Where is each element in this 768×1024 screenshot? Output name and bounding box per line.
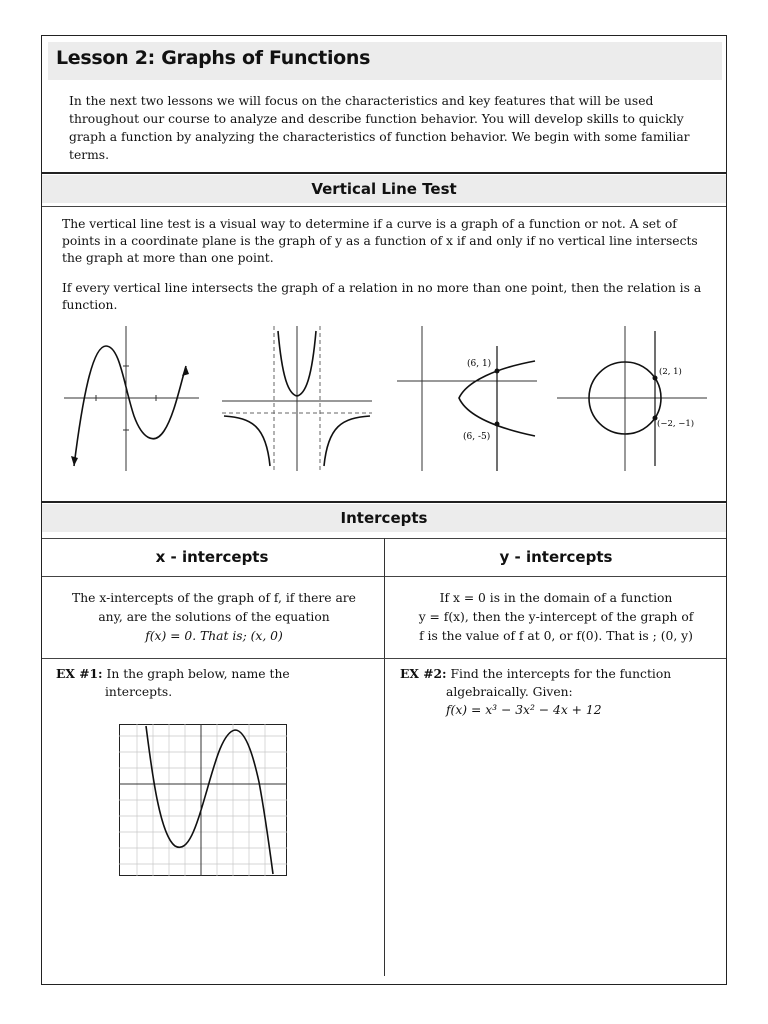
page-title: Lesson 2: Graphs of Functions: [56, 47, 371, 69]
ex2-text: algebraically. Given:: [446, 685, 573, 699]
def-line: f(x) = 0. That is; (x, 0): [145, 629, 283, 643]
def-line: The x-intercepts of the graph of f, if there are: [72, 591, 356, 605]
vlt-paragraph-1: The vertical line test is a visual way to determine if a curve is a graph of a function or not. A set of points in a coordinate plane is the graph of y as a function of x if and only if no vertical line intersects the graph at more than one point.: [62, 217, 698, 265]
graph-circle: [557, 326, 707, 471]
column-divider: [384, 538, 385, 976]
point-label: (−2, −1): [657, 419, 695, 429]
section-heading-intercepts: Intercepts: [42, 504, 726, 532]
def-line: y = f(x), then the y-intercept of the graph of: [418, 610, 694, 624]
section-heading-vertical-line-test: Vertical Line Test: [42, 175, 726, 203]
x-intercept-definition: [54, 589, 374, 646]
ex1-label: EX #1:: [56, 666, 103, 681]
y-intercepts-heading: y - intercepts: [499, 548, 613, 566]
x-intercepts-heading: x - intercepts: [155, 548, 269, 566]
point-label: (2, 1): [659, 367, 682, 377]
y-intercept-definition: [396, 589, 716, 646]
example-1: [56, 665, 376, 701]
ex1-graph: [119, 724, 287, 876]
ex1-text: In the graph below, name the: [106, 667, 290, 681]
def-line: If x = 0 is in the domain of a function: [439, 591, 673, 605]
divider: [42, 501, 726, 503]
vlt-paragraph-2: If every vertical line intersects the graph of a relation in no more than one point, then the relation is a function.: [62, 281, 702, 312]
point-label: (6, -5): [463, 432, 491, 442]
ex2-label: EX #2:: [400, 666, 447, 681]
point-label: (6, 1): [467, 359, 492, 369]
def-line: f is the value of f at 0, or f(0). That is ; (0, y): [419, 629, 693, 643]
graph-sideways-parabola: [397, 326, 537, 471]
graph-cubic: [64, 326, 199, 471]
example-2: [400, 665, 720, 719]
title-bar: [48, 42, 722, 80]
divider: [42, 206, 726, 207]
divider: [42, 658, 726, 659]
def-line: any, are the solutions of the equation: [98, 610, 330, 624]
ex2-text: Find the intercepts for the function: [450, 667, 672, 681]
lesson-frame: [41, 35, 727, 985]
ex1-text: intercepts.: [105, 685, 173, 699]
intro-paragraph: In the next two lessons we will focus on the characteristics and key features that will be used throughout our course to analyze and describe function behavior. You will develop skills to quickly graph a function by analyzing the characteristics of function behavior. We begin with some familiar terms.: [69, 94, 690, 162]
ex2-formula: f(x) = x³ − 3x² − 4x + 12: [446, 703, 602, 717]
divider: [42, 172, 726, 174]
graph-rational: [222, 326, 372, 471]
